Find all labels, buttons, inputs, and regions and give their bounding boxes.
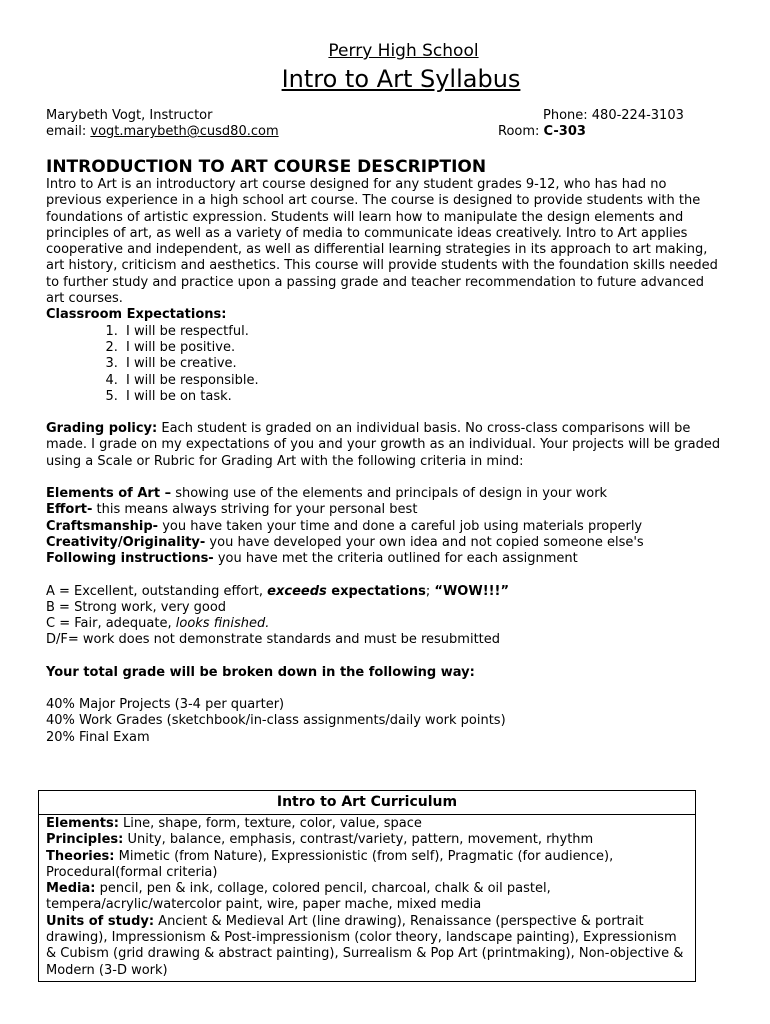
curriculum-desc: Line, shape, form, texture, color, value, space [118,816,422,831]
grade-scale [46,584,726,649]
curriculum-desc: Ancient & Medieval Art (line drawing), Renaissance (perspective & portrait drawing), Impressionism & Post-impressionism (color theory, landscape painting), Expressionism & Cubism (grid drawing & abstract painting), Surrealism & Pop Art (printmaking), Non-objective & Modern (3-D work) [46,913,684,978]
curriculum-term: Units of study: [46,913,155,929]
email-link[interactable]: vogt.marybeth@cusd80.com [90,124,279,139]
list-item: 2. I will be positive. [122,340,726,356]
list-item: 40% Major Projects (3-4 per quarter) [46,697,285,713]
expectations-heading [46,307,726,323]
list-item: 3. I will be creative. [122,356,726,372]
page-title: Intro to Art Syllabus [281,65,521,93]
grading-policy-text: Each student is graded on an individual basis. No cross-class comparisons will be made. I grade on my expectations of you and your growth as an individual. Your projects will be graded using a Scale or Rubric for Grading Art with the following criteria in mind: [46,421,721,469]
criteria-item [46,486,726,502]
grade-a-exceeds: exceeds [267,583,327,599]
curriculum-desc: pencil, pen & ink, collage, colored pencil, charcoal, chalk & oil pastel, tempera/acrylic/watercolor paint, wire, paper mache, mixed media [46,881,551,913]
breakdown-heading-text: Your total grade will be broken down in the following way: [46,664,475,680]
criteria-desc: this means always striving for your personal best [92,502,418,518]
room-number: C-303 [543,124,586,139]
criteria-desc: you have met the criteria outlined for each assignment [213,551,578,567]
room-label: Room: [498,124,544,139]
curriculum-term: Media: [46,881,96,897]
curriculum-body [39,815,695,981]
syllabus-page [46,40,726,746]
email-label: email: [46,124,91,139]
breakdown-heading [46,665,726,681]
list-item: 5. I will be on task. [122,389,726,405]
curriculum-desc: Mimetic (from Nature), Expressionistic (from self), Pragmatic (for audience), Procedural(formal criteria) [46,848,614,880]
list-item: 40% Work Grades (sketchbook/in-class assignments/daily work points) [46,713,506,729]
instructor-name: Marybeth Vogt, Instructor [46,108,213,123]
school-name: Perry High School [328,41,479,61]
curriculum-row [46,849,689,882]
breakdown-list [46,697,726,746]
curriculum-desc: Unity, balance, emphasis, contrast/variety, pattern, movement, rhythm [123,832,594,848]
curriculum-term: Theories: [46,848,115,864]
grade-a-text: A = Excellent, outstanding effort, [46,583,268,599]
criteria-desc: you have developed your own idea and not copied someone else's [205,534,644,550]
curriculum-row [46,816,689,832]
curriculum-heading: Intro to Art Curriculum [39,791,695,815]
criteria-desc: showing use of the elements and principals of design in your work [171,486,608,502]
grade-a-sep: ; [425,583,435,599]
criteria-term: Craftsmanship- [46,518,159,534]
grade-c-text: C = Fair, adequate, [46,616,176,632]
list-item: 1. I will be respectful. [122,324,726,340]
grading-policy-label: Grading policy: [46,421,158,437]
criteria-item [46,535,726,551]
curriculum-row [46,914,689,979]
expectations-list [46,324,726,405]
criteria-item [46,519,726,535]
list-item: 20% Final Exam [46,729,150,745]
curriculum-term: Principles: [46,832,124,848]
curriculum-row [46,832,689,848]
grade-a [46,584,726,600]
criteria-item [46,551,726,567]
curriculum-term: Elements: [46,816,119,831]
grade-c [46,616,726,632]
room-line [498,124,586,140]
email-line [46,124,279,140]
description-body: Intro to Art is an introductory art course designed for any student grades 9-12, who has had no previous experience in a high school art course. The course is designed to provide students with the foundations of artistic expression. Students will learn how to manipulate the design elements and principles of art, as well as a variety of media to communicate ideas creatively. Intro to Art applies cooperative and independent, as well as differential learning strategies in its approach to art making, art history, criticism and aesthetics. This course will provide students with the foundation skills needed to further study and practice upon a passing grade and teacher recommendation to future advanced art courses. [46,177,718,307]
expectations-heading-text: Classroom Expectations: [46,307,227,323]
criteria-item [46,502,726,518]
criteria-term: Effort- [46,502,93,518]
grade-df: D/F= work does not demonstrate standards and must be resubmitted [46,632,501,648]
criteria-term: Elements of Art – [46,486,172,502]
phone-number: Phone: 480-224-3103 [543,108,684,123]
criteria-term: Creativity/Originality- [46,534,206,550]
curriculum-table [38,790,696,982]
contact-block [46,108,726,142]
grade-a-wow: “WOW!!!” [434,583,510,599]
criteria-term: Following instructions- [46,551,214,567]
grade-a-expectations: expectations [326,583,426,599]
grading-policy [46,421,726,470]
list-item: 4. I will be responsible. [122,373,726,389]
criteria-list [46,486,726,567]
grade-c-italic: looks finished. [175,616,270,632]
description-heading: INTRODUCTION TO ART COURSE DESCRIPTION [46,157,487,177]
grade-b: B = Strong work, very good [46,599,227,615]
curriculum-row [46,881,689,914]
criteria-desc: you have taken your time and done a careful job using materials properly [158,518,643,534]
